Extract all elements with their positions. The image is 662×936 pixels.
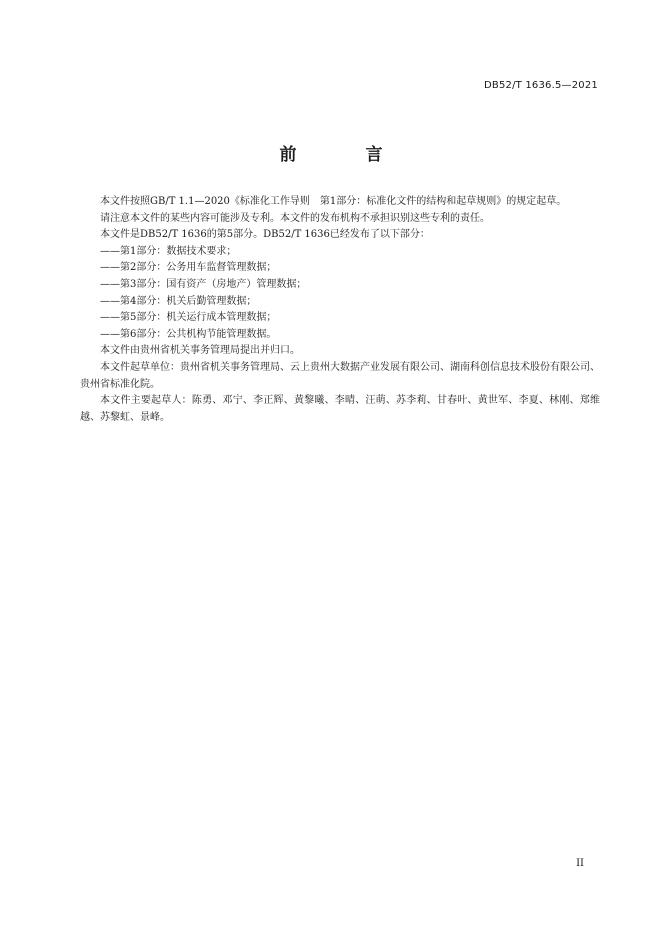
list-item: ——第1部分：数据技术要求； [100,245,237,257]
foreword-body [80,194,600,426]
paragraph-drafters: 本文件主要起草人：陈勇、邓宁、李正辉、黄黎曦、李晴、汪萌、苏李莉、甘春叶、黄世军、李夏、林刚、郑维越、苏黎虹、景峰。 [80,395,600,423]
paragraph-part-intro: 本文件是DB52/T 1636的第5部分。DB52/T 1636已经发布了以下部分： [100,229,430,241]
paragraph-patent-notice: 请注意本文件的某些内容可能涉及专利。本文件的发布机构不承担识别这些专利的责任。 [100,212,490,224]
list-item: ——第3部分：国有资产（房地产）管理数据； [100,278,307,290]
page-title: 前 言 [279,145,409,165]
document-code: DB52/T 1636.5—2021 [484,80,598,91]
list-item: ——第2部分：公务用车监督管理数据； [100,262,277,274]
paragraph-proposer: 本文件由贵州省机关事务管理局提出并归口。 [100,345,300,357]
list-item: ——第5部分：机关运行成本管理数据； [100,312,277,324]
paragraph-drafting-rules: 本文件按照GB/T 1.1—2020《标准化工作导则 第1部分：标准化文件的结构和起草规则》的规定起草。 [100,196,567,207]
paragraph-drafting-units: 本文件起草单位：贵州省机关事务管理局、云上贵州大数据产业发展有限公司、湖南科创信息技术股份有限公司、贵州省标准化院。 [80,361,600,390]
list-item: ——第6部分：公共机构节能管理数据。 [100,328,277,340]
page-number: II [576,858,584,869]
list-item: ——第4部分：机关后勤管理数据； [100,295,257,307]
